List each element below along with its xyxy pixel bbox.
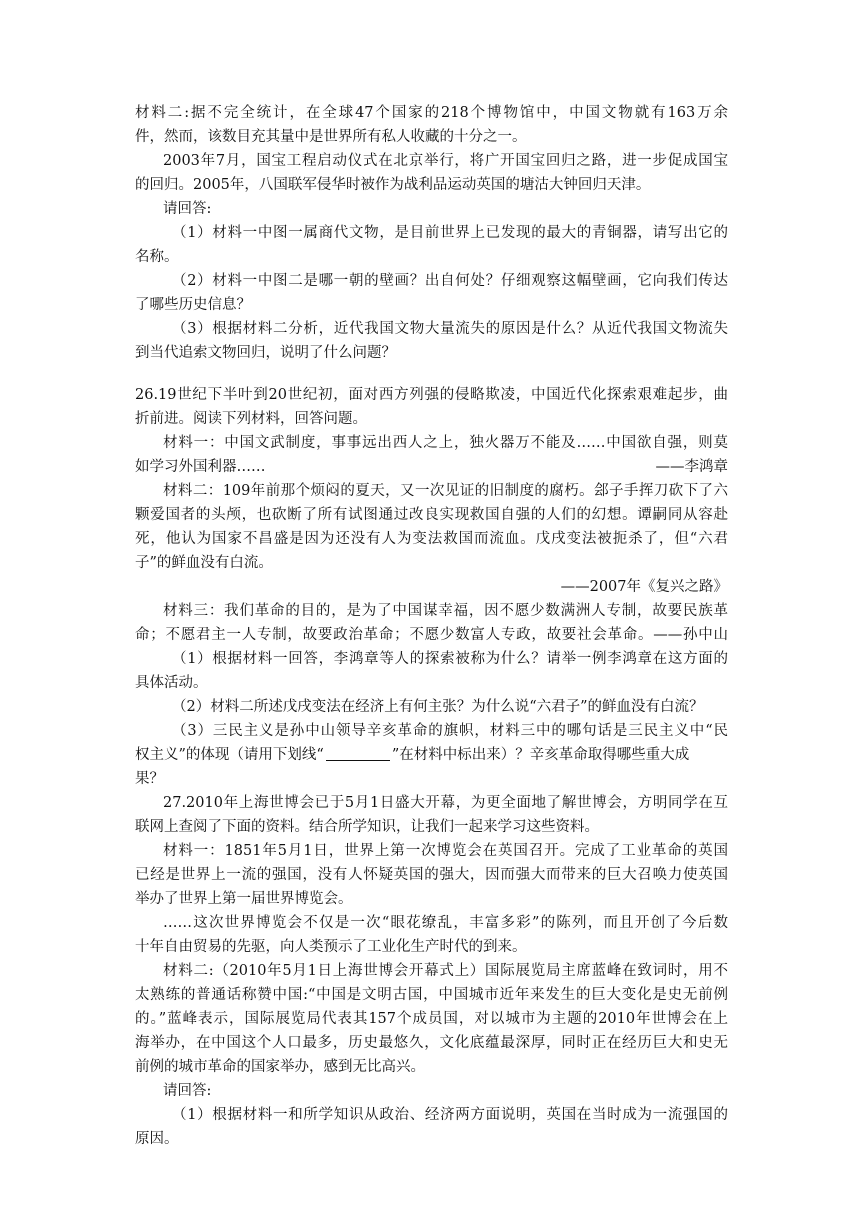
question-heading: 26.19世纪下半叶到20世纪初，面对西方列强的侵略欺凌，中国近代化探索艰难起步，曲 (135, 387, 728, 403)
text-line: 材料二:据不完全统计，在全球47个国家的218个博物馆中，中国文物就有163万余 (135, 105, 728, 121)
text-line: 颗爱国者的头颅，也砍断了所有试图通过改良实现救国自强的人们的幻想。谭嗣同从容赴 (135, 507, 728, 523)
text-line: 折前进。阅读下列材料，回答问题。 (135, 411, 367, 427)
text-line: 请回答: (163, 201, 212, 217)
question-line: （3）根据材料二分析，近代我国文物大量流失的原因是什么？从近代我国文物流失 (172, 321, 728, 337)
attribution: ——李鸿章 (655, 459, 728, 475)
text-line: 材料三：我们革命的目的，是为了中国谋幸福，因不愿少数满洲人专制，故要民族革 (163, 603, 728, 619)
text-line: 件，然而，该数目充其量中是世界所有私人收藏的十分之一。 (135, 129, 527, 145)
question-line: （2）材料二所述戊戌变法在经济上有何主张？为什么说“六君子”的鲜血没有白流？ (172, 699, 704, 715)
underline-blank (326, 746, 390, 761)
text-line: 子”的鲜血没有白流。 (135, 555, 273, 571)
attribution: ——2007年《复兴之路》 (560, 579, 728, 595)
text-fragment: 权主义”的体现（请用下划线“ (135, 747, 324, 763)
text-line: 已经是世界上一流的强国，没有人怀疑英国的强大，因而强大而带来的巨大召唤力使英国 (135, 867, 728, 883)
text-line: 命；不愿君主一人专制，故要政治革命；不愿少数富人专政，故要社会革命。——孙中山 (135, 627, 728, 643)
question-line: （3）三民主义是孙中山领导辛亥革命的旗帜，材料三中的哪句话是三民主义中“民 (172, 723, 728, 739)
text-line: 联网上查阅了下面的资料。结合所学知识，让我们一起来学习这些资料。 (135, 819, 599, 835)
text-line: 2003年7月，国宝工程启动仪式在北京举行，将广开国宝回归之路，进一步促成国宝 (163, 153, 728, 169)
text-line: 太熟练的普通话称赞中国:“中国是文明古国，中国城市近年来发生的巨大变化是史无前例 (135, 987, 728, 1003)
text-line: 十年自由贸易的先驱，向人类预示了工业化生产时代的到来。 (135, 939, 527, 955)
text-line: 的。”蓝峰表示，国际展览局代表其157个成员国，对以城市为主题的2010年世博会在上 (135, 1011, 728, 1027)
text-line: 到当代追索文物回归，说明了什么问题？ (135, 345, 396, 361)
text-line: 材料一：中国文武制度，事事远出西人之上，独火器万不能及……中国欲自强，则莫 (163, 435, 728, 451)
question-line: （1）根据材料一和所学知识从政治、经济两方面说明，英国在当时成为一流强国的 (172, 1107, 728, 1123)
question-line: （1）根据材料一回答，李鸿章等人的探索被称为什么？请举一例李鸿章在这方面的 (172, 651, 728, 667)
text-line: 死，他认为国家不昌盛是因为还没有人为变法救国而流血。戊戌变法被扼杀了，但“六君 (135, 531, 728, 547)
text-line: 果？ (135, 771, 164, 787)
text-line: ……这次世界博览会不仅是一次“眼花缭乱，丰富多彩”的陈列，而且开创了今后数 (163, 915, 728, 931)
text-fragment: ”在材料中标出来）？辛亥革命取得哪些重大成 (391, 747, 690, 763)
text-line: 名称。 (135, 249, 179, 265)
text-line: 海举办，在中国这个人口最多，历史最悠久，文化底蕴最深厚，同时正在经历巨大和史无 (135, 1035, 728, 1051)
text-line: 请回答: (163, 1083, 212, 1099)
text-line: 如学习外国利器…… (135, 459, 266, 475)
question-line: （2）材料一中图二是哪一朝的壁画？出自何处？仔细观察这幅壁画，它向我们传达 (172, 273, 728, 289)
text-line: 的回归。2005年，八国联军侵华时被作为战利品运动英国的塘沽大钟回归天津。 (135, 177, 651, 193)
question-line: （1）材料一中图一属商代文物，是目前世界上已发现的最大的青铜器，请写出它的 (172, 225, 728, 241)
text-line: 举办了世界上第一届世界博览会。 (135, 891, 353, 907)
text-line: 材料一：1851年5月1日，世界上第一次博览会在英国召开。完成了工业革命的英国 (163, 843, 728, 859)
text-line: 具体活动。 (135, 675, 208, 691)
question-heading: 27.2010年上海世博会已于5月1日盛大开幕，为更全面地了解世博会，方明同学在互 (163, 795, 728, 811)
text-line: 材料二:（2010年5月1日上海世博会开幕式上）国际展览局主席蓝峰在致词时，用不 (163, 963, 728, 979)
text-line: 了哪些历史信息？ (135, 297, 251, 313)
text-line: 原因。 (135, 1131, 179, 1147)
text-line: 材料二：109年前那个烦闷的夏天，又一次见证的旧制度的腐朽。郐子手挥刀砍下了六 (163, 483, 728, 499)
text-line: 前例的城市革命的国家举办，感到无比高兴。 (135, 1059, 425, 1075)
text-line (135, 743, 689, 767)
